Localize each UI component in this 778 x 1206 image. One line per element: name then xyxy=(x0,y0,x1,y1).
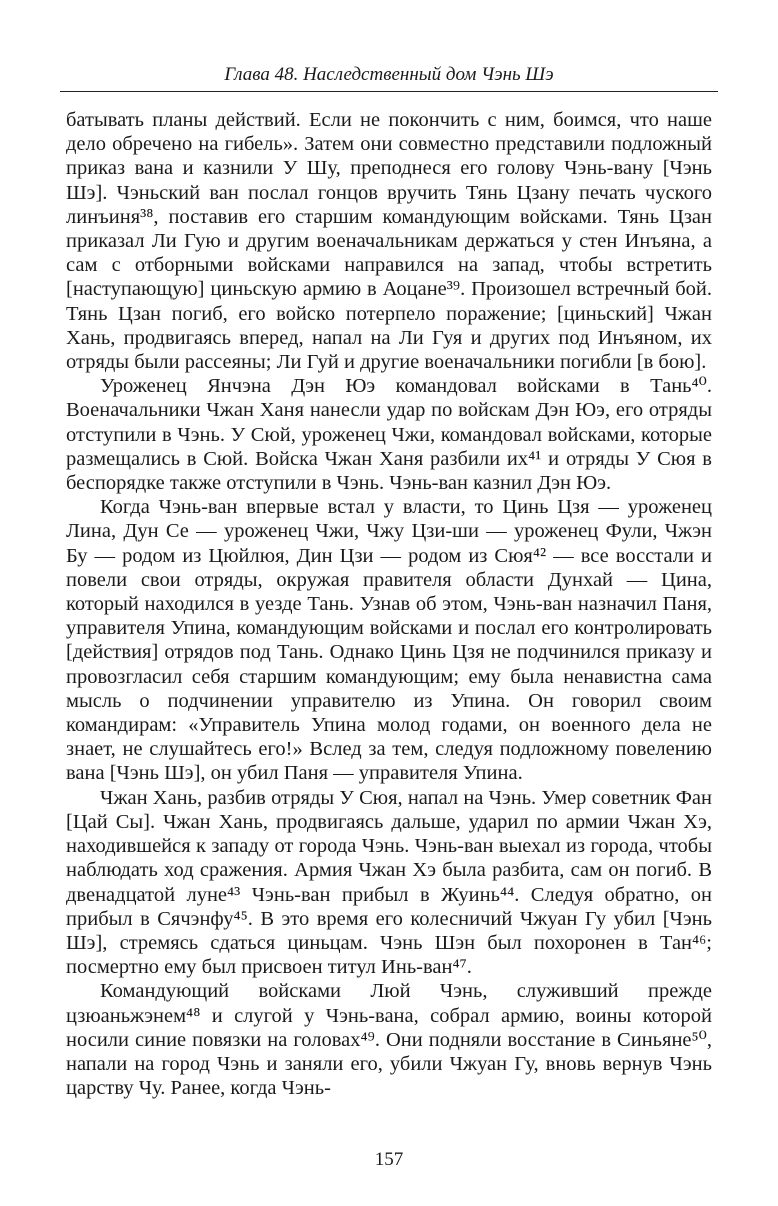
page-number: 157 xyxy=(374,1149,404,1170)
paragraph: Уроженец Янчэна Дэн Юэ командовал войсками в Тань⁴⁰. Военачальники Чжан Ханя нанесли удар по войскам Дэн Юэ, его отряды отступили в Чэнь. У Сюй, уроженец Чжи, командовал войсками, которые размещались в Сюй. Войска Чжан Ханя разбили их⁴¹ и отряды У Сюя в беспорядке также отступили в Чэнь. Чэнь-ван казнил Дэн Юэ. xyxy=(66,375,712,495)
body-text xyxy=(66,108,712,1100)
paragraph: Когда Чэнь-ван впервые встал у власти, то Цинь Цзя — уроженец Лина, Дун Се — уроженец Чжи, Чжу Цзи-ши — уроженец Фули, Чжэн Бу — родом из Цюйлюя, Дин Цзи — родом из Сюя⁴² — все восстали и повели свои отряды, окружая правителя области Дунхай — Цина, который находился в уезде Тань. Узнав об этом, Чэнь-ван назначил Паня, управителя Упина, командующим войсками и послал его контролировать [действия] отрядов под Тань. Однако Цинь Цзя не подчинился приказу и провозгласил себя старшим командующим; ему была ненавистна сама мысль о подчинении управителю из Упина. Он говорил своим командирам: «Управитель Упина молод годами, он военного дела не знает, не слушайтесь его!» Вслед за тем, следуя подложному повелению вана [Чэнь Шэ], он убил Паня — управителя Упина. xyxy=(66,496,712,785)
paragraph: Командующий войсками Люй Чэнь, служивший прежде цзюаньжэнем⁴⁸ и слугой у Чэнь-вана, собрал армию, воины которой носили синие повязки на головах⁴⁹. Они подняли восстание в Синьяне⁵⁰, напали на город Чэнь и заняли его, убили Чжуан Гу, вновь вернув Чэнь царству Чу. Ранее, когда Чэнь- xyxy=(66,980,712,1100)
paragraph: Чжан Хань, разбив отряды У Сюя, напал на Чэнь. Умер советник Фан [Цай Сы]. Чжан Хань, продвигаясь дальше, ударил по армии Чжан Хэ, находившейся к западу от города Чэнь. Чэнь-ван выехал из города, чтобы наблюдать ход сражения. Армия Чжан Хэ была разбита, сам он погиб. В двенадцатой луне⁴³ Чэнь-ван прибыл в Жуинь⁴⁴. Следуя обратно, он прибыл в Сячэнфу⁴⁵. В это время его колесничий Чжуан Гу убил [Чэнь Шэ], стремясь сдаться циньцам. Чэнь Шэн был похоронен в Тан⁴⁶; посмертно ему был присвоен титул Инь-ван⁴⁷. xyxy=(66,786,712,979)
paragraph-continued: батывать планы действий. Если не покончить с ним, боимся, что наше дело обречено на гибель». Затем они совместно представили подложный приказ вана и казнили У Шу, преподнеся его голову Чэнь-вану [Чэнь Шэ]. Чэньский ван послал гонцов вручить Тянь Цзану печать чуского линъиня³⁸, поставив его старшим командующим войсками. Тянь Цзан приказал Ли Гую и другим военачальникам держаться у стен Инъяна, а сам с отборными войсками направился на запад, чтобы встретить [наступающую] циньскую армию в Аоцане³⁹. Произошел встречный бой. Тянь Цзан погиб, его войско потерпело поражение; [циньский] Чжан Хань, продвигаясь вперед, напал на Ли Гуя и других под Инъяном, их отряды были рассеяны; Ли Гуй и другие военачальники погибли [в бою]. xyxy=(66,109,712,374)
running-head: Глава 48. Наследственный дом Чэнь Шэ xyxy=(224,64,554,85)
header-rule xyxy=(60,91,718,92)
